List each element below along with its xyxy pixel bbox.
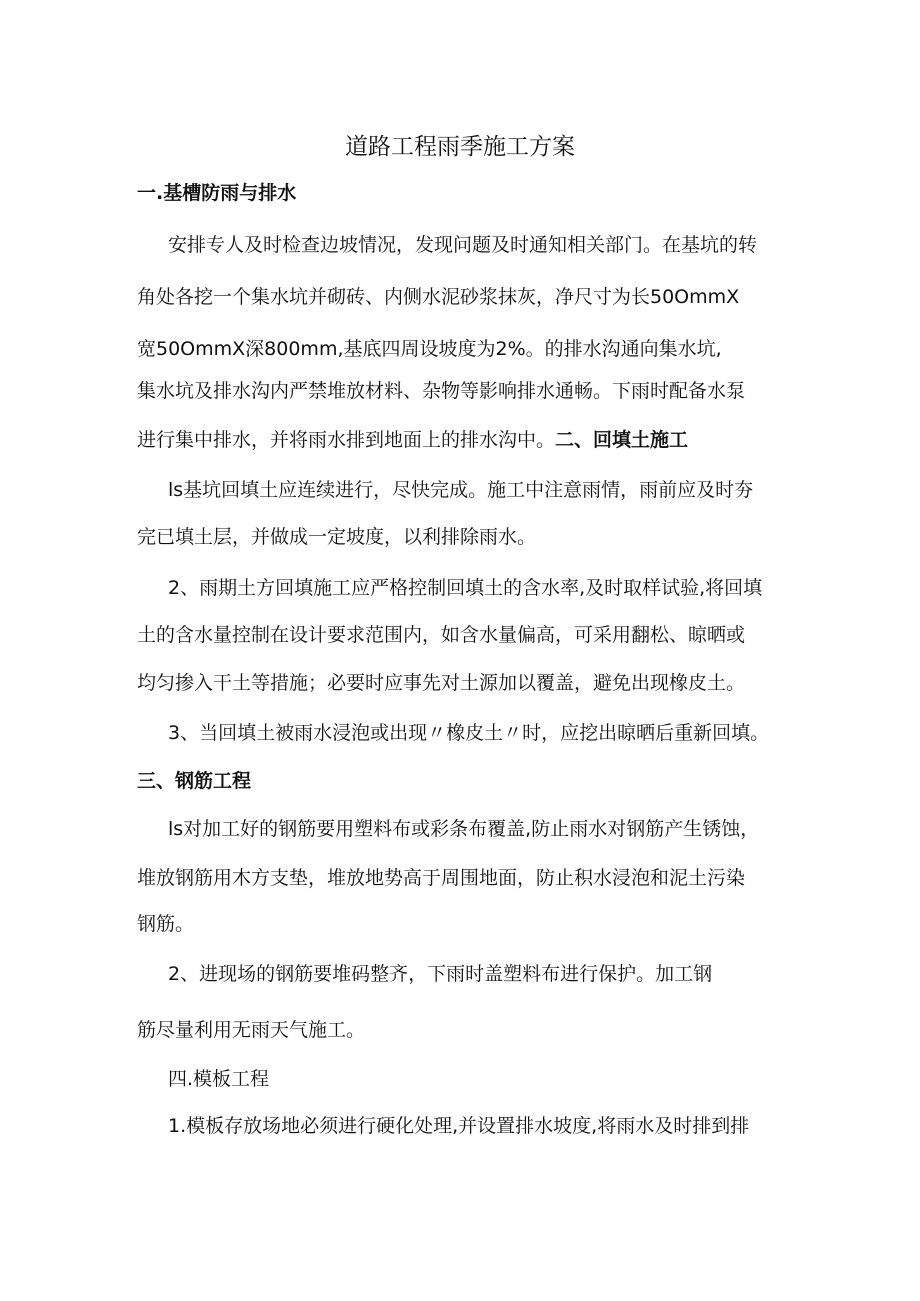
- document-title: 道路工程雨季施工方案: [345, 134, 575, 160]
- paragraph-line: 1.模板存放场地必须进行硬化处理,并设置排水坡度,将雨水及时排到排: [168, 1115, 750, 1137]
- paragraph-line: 土的含水量控制在设计要求范围内，如含水量偏高，可采用翻松、晾晒或: [137, 624, 746, 646]
- paragraph-line: 集水坑及排水沟内严禁堆放材料、杂物等影响排水通畅。下雨时配备水泵: [137, 380, 746, 402]
- paragraph-line: 3、当回填土被雨水浸泡或出现〃橡皮土〃时，应挖出晾晒后重新回填。: [168, 722, 770, 744]
- paragraph-line: 钢筋。: [137, 913, 195, 935]
- paragraph-line-with-heading: [137, 428, 797, 452]
- paragraph-line: 角处各挖一个集水坑并砌砖、内侧水泥砂浆抹灰，净尺寸为长50OmmX: [137, 286, 740, 308]
- section-heading-1: 一.基槽防雨与排水: [137, 182, 297, 204]
- section-heading-4: 四.模板工程: [168, 1068, 270, 1090]
- paragraph-line: 完已填土层，并做成一定坡度，以利排除雨水。: [137, 526, 537, 548]
- paragraph-line: 2、进现场的钢筋要堆码整齐，下雨时盖塑料布进行保护。加工钢: [168, 963, 713, 985]
- paragraph-text: 进行集中排水，并将雨水排到地面上的排水沟中。: [137, 429, 556, 451]
- paragraph-line: 安排专人及时检查边坡情况，发现问题及时通知相关部门。在基坑的转: [168, 234, 758, 256]
- paragraph-line: 宽50OmmX深800mm,基底四周设坡度为2%。的排水沟通向集水坑,: [137, 338, 722, 360]
- section-heading-3: 三、钢筋工程: [137, 770, 252, 792]
- paragraph-line: ls对加工好的钢筋要用塑料布或彩条布覆盖,防止雨水对钢筋产生锈蚀，: [168, 818, 760, 840]
- paragraph-line: ls基坑回填土应连续进行，尽快完成。施工中注意雨情，雨前应及时夯: [168, 479, 754, 501]
- paragraph-line: 均匀掺入干土等措施；必要时应事先对土源加以覆盖，避免出现橡皮土。: [137, 672, 746, 694]
- paragraph-line: 堆放钢筋用木方支垫，堆放地势高于周围地面，防止积水浸泡和泥土污染: [137, 867, 746, 889]
- paragraph-line: 2、雨期土方回填施工应严格控制回填土的含水率,及时取样试验,将回填: [168, 577, 763, 599]
- paragraph-line: 筋尽量利用无雨天气施工。: [137, 1019, 366, 1041]
- section-heading-2: 二、回填土施工: [555, 429, 689, 451]
